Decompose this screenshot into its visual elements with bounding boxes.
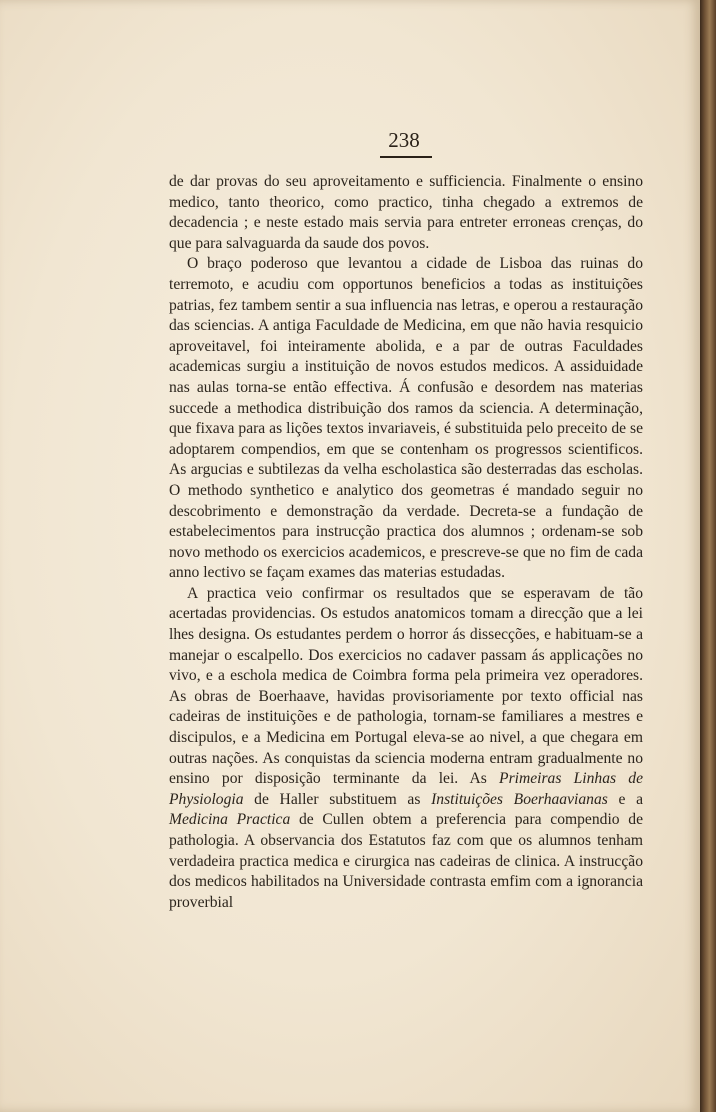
paragraph-3-text-c: e a: [607, 790, 643, 808]
italic-title-medicina-practica: Medicina Practica: [169, 811, 291, 829]
page-number: 238: [388, 128, 420, 152]
paragraph-3-text-d: de Cullen obtem a preferencia para compendio de pathologia. A observancia dos Estatutos faz com que os alumnos tenham verdadeira practica medica e cirurgica nas cadeiras de clinica. A instrucção dos medicos habilitados na Universidade contrasta emfim com a ignorancia proverbial: [169, 811, 643, 911]
book-spine-edge: [700, 0, 716, 1112]
paragraph-1: de dar provas do seu aproveitamento e sufficiencia. Finalmente o ensino medico, tanto theorico, como practico, tinha chegado a extremos de decadencia ; e neste estado mais servia para entreter erroneas crenças, do que para salvaguarda da saude dos povos.: [169, 173, 643, 252]
italic-title-primeiras-linhas: Primeiras Linhas de Physiologia: [169, 770, 643, 808]
page-number-rule: [380, 156, 432, 158]
paragraph-2: O braço poderoso que levantou a cidade de Lisboa das ruinas do terremoto, e acudiu com opportunos beneficios a todas as instituições patrias, fez tambem sentir a sua influencia nas letras, e operou a restauração das sciencias. A antiga Faculdade de Medicina, em que não havia resquicio aproveitavel, foi inteiramente abolida, e a par de outras Faculdades academicas surgiu a instituição de novos estudos medicos. A assiduidade nas aulas torna-se então effectiva. Á confusão e desordem nas materias succede a methodica distribuição dos ramos da sciencia. A determinação, que fixava para as lições textos invariaveis, é substituida pelo preceito de se adoptarem compendios, em que se contenham os progressos scientificos. As argucias e subtilezas da velha escholastica são desterradas das escholas. O methodo synthetico e analytico dos geometras é mandado seguir no descobrimento e demonstração da verdade. Decreta-se a fundação de estabelecimentos para instrucção practica dos alumnos ; ordenam-se sob novo methodo os exercicios academicos, e prescreve-se que no fim de cada anno lectivo se façam exames das materias estudadas.: [169, 255, 643, 582]
paragraph-3-text-a: A practica veio confirmar os resultados que se esperavam de tão acertadas providencias. Os estudos anatomicos tomam a direcção que a lei lhes designa. Os estudantes perdem o horror ás dissecções, e habituam-se a manejar o escalpello. Dos exercicios no cadaver passam ás applicações no vivo, e a eschola medica de Coimbra forma pela primeira vez operadores. As obras de Boerhaave, havidas provisoriamente por texto official nas cadeiras de instituições e de pathologia, tornam-se familiares a mestres e discipulos, e a Medicina em Portugal eleva-se ao nivel, a que chegara em outras nações. As conquistas da sciencia moderna entram gradualmente no ensino por disposição terminante da lei. As: [169, 584, 643, 788]
paragraph-3-text-b: de Haller substituem as: [243, 790, 432, 808]
paragraph-3: [169, 584, 643, 914]
italic-title-instituicoes: Instituições Boerhaavianas: [431, 790, 608, 808]
body-text: [169, 172, 643, 913]
